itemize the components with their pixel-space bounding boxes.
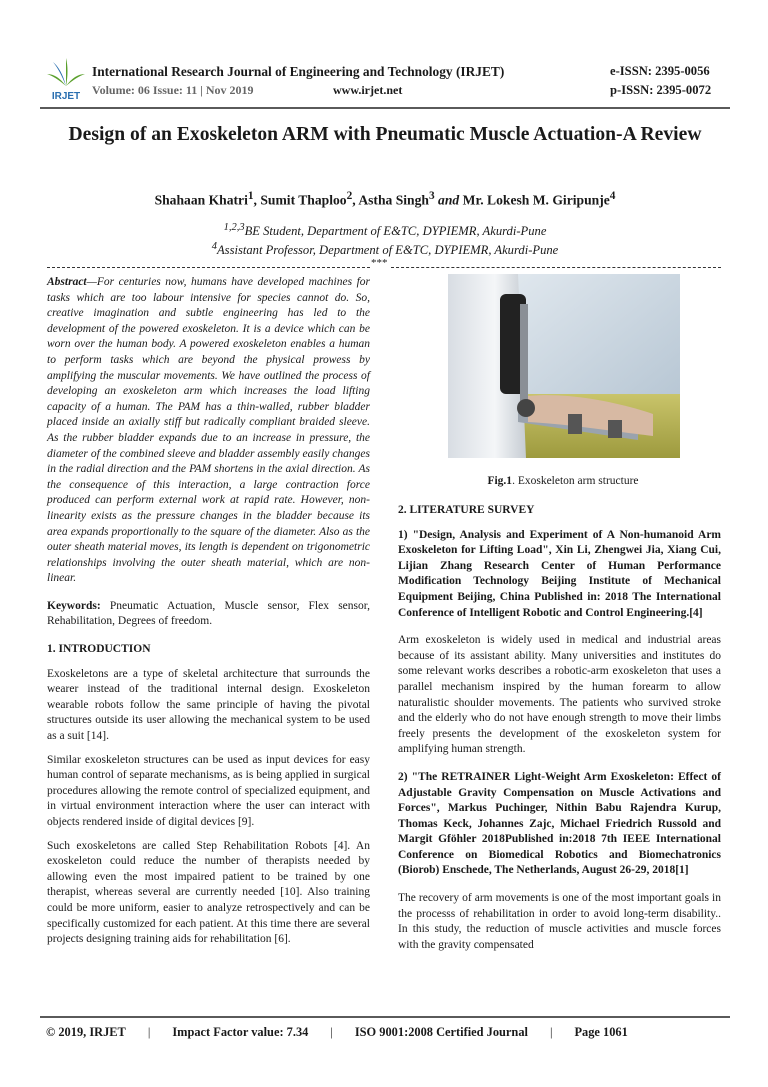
intro-paragraph: Similar exoskeleton structures can be used as input devices for easy human control of separate mechanisms, as is being applied in surgical procedures allowing the remote control of specialized equipment, and in virtual environment interaction where the user can interact with objects rendered inside of digital devices [9]. [47,753,370,828]
author-sup: 2 [346,190,353,202]
page-footer: © 2019, IRJET | Impact Factor value: 7.34 | ISO 9001:2008 Certified Journal | Page 1061 [46,1025,628,1039]
abstract-label: Abstract [47,276,87,288]
keywords [47,599,370,630]
author-name: Sumit Thaploo [260,192,347,208]
abstract: Abstract—For centuries now, humans have developed machines for tasks which are too labour intensive for species cannot do. So, creative imagination and subtle engineering has led to the development of the powered exoskeleton. It is a device which can be worn over the human body. A powered exoskeleton enables a human to perform tasks which are beyond the physical prowess by amplifying the muscular movements. We have outlined the process of developing an exoskeleton arm which increases the load lifting capacity of a human. The PAM has a thin-walled, rubber bladder placed inside an axially stiff but radically compliant braided sleeve. As the rubber bladder expands due to an increase in pressure, the diameter of the combined sleeve and bladder assembly easily changes in the radial direction and the PAM shortens in the axial direction. As the consequence of this interaction, a large contraction force produced can perform external work at rapid rate. However, non-linearity exists as the pressure changes in the bladder because its area expands proportionally to the square of the diameter. Also as the outer sheath material moves, its length is dependent on trigonometric relationships involving the outer sheath material, which are non-linear. [47,276,370,585]
logo-leaves-icon [47,58,85,86]
author-list: Shahaan Khatri$^1$, Sumit Thaploo$^2$, Astha Singh$^3$ and Mr. Lokesh M. Giripunje$^4$ [154,190,616,208]
author-name: Shahaan Khatri [154,192,248,208]
journal-website[interactable]: www.irjet.net [333,83,403,97]
e-issn: e-ISSN: 2395-0056 [610,64,710,78]
reference-1: 1) "Design, Analysis and Experiment of A Non-humanoid Arm Exoskeleton for Lifting Load", Xin Li, Zhengwei Jia, Xiang Cui, Lijian Zhang Research Center of Human Performance Modification Technology Beijing Institute of Mechanical Equipment Beijing, China Published in: 2018 The International Conference of Intelligent Robotic and Control Engineering.[4] [398,528,721,619]
volume-issue: Volume: 06 Issue: 11 | Nov 2019 [92,83,254,97]
section-heading-introduction: 1. INTRODUCTION [47,643,151,656]
exoskeleton-figure [448,274,680,458]
separator-dashes-right [391,267,721,268]
exoskeleton-arm-photo [448,274,680,458]
journal-name: International Research Journal of Engineering and Technology (IRJET) [92,64,505,79]
left-column [47,275,370,956]
figure-caption: Fig.1. Exoskeleton arm structure [487,475,639,487]
right-column [398,503,721,961]
intro-paragraph: Exoskeletons are a type of skeletal architecture that surrounds the wearer instead of the traditional internal design. Exoskeleton wearable robots follow the same principle of having the pivotal structures outside its user allowing the mechanical system to be used as a suit [14]. [47,667,370,743]
author-name: Mr. Lokesh M. Giripunje [462,192,610,208]
section-heading-literature: 2. LITERATURE SURVEY [398,504,535,516]
footer-divider [40,1016,730,1018]
affiliation-students: $^{1,2,3}$BE Student, Department of E&TC, DYPIEMR, Akurdi-Pune [223,222,547,239]
p-issn: p-ISSN: 2395-0072 [610,83,712,97]
intro-paragraph: Such exoskeletons are called Step Rehabilitation Robots [4]. An exoskeleton could reduce the number of therapists needed by allowing even the most impaired patient to be trained by one therapist, whereas several are currently needed [10]. Also training could be more uniform, easier to analyze retrospectively and can be specifically customized for each patient. At this time there are several projects designing training aids for rehabilitation [6]. [47,839,370,946]
author-sup: 1 [247,190,254,202]
reference-2: 2) "The RETRAINER Light-Weight Arm Exoskeleton: Effect of Adjustable Gravity Compensation on Muscle Activations and Forces", Markus Puchinger, Nithin Babu Rajendra Kurup, Thomas Keck, Johannes Zajc, Michael Friedrich Russold and Margit Gföhler 2018Published in:2018 7th IEEE International Conference on Biomedical Robotics and Biomechatronics (Biorob) Enschede, The Netherlands, August 26-29, 2018[1] [398,770,721,877]
frame-upper [520,304,528,414]
footer-page-number: Page 1061 [574,1025,628,1039]
elbow-joint [517,399,535,417]
author-sup: 4 [609,190,616,202]
keywords-text: Pneumatic Actuation, Muscle sensor, Flex sensor, Rehabilitation, Degrees of freedom. [47,599,370,628]
footer-impact-factor: Impact Factor value: 7.34 [172,1025,309,1039]
logo-text: IRJET [51,91,81,102]
header-divider [40,107,730,109]
footer-copyright: © 2019, IRJET [46,1025,126,1039]
keywords-label: Keywords: [47,599,101,612]
literature-paragraph: The recovery of arm movements is one of the most important goals in the processs of rehabilitation in order to avoid long-term disability.. In this study, the reduction of muscle activities and muscle forces with the gravity compensated [398,892,721,951]
abstract-text: For centuries now, humans have developed machines for tasks which are too labour intensive for species cannot do. So, creative imagination and subtle engineering has led to the development of the powered exoskeleton. It is a device which can be worn over the human body. A powered exoskeleton enables a human to perform tasks which are beyond the physical prowess by amplifying the muscular movements. We have outlined the process of developing an exoskeleton arm which increases the load lifting capacity of a human. The PAM has a thin-walled, rubber bladder placed inside an axially stiff but radically compliant braided sleeve. As the rubber bladder expands due to an increase in pressure, the diameter of the combined sleeve and bladder assembly easily changes in the radial direction and the PAM shortens in the axial direction. As the consequence of this interaction, a large contraction force produced can perform external work at rapid rate. However, non-linearity exists as the pressure changes in the bladder because its area expands proportionally to the square of the diameter. Also as the outer sheath material moves, its length is dependent on trigonometric relationships involving the outer sheath material, which are non-linear. [47,276,370,585]
affiliation-professor: $^4$Assistant Professor, Department of E&TC, DYPIEMR, Akurdi-Pune [211,241,559,258]
separator-dashes-left [47,267,370,268]
journal-logo [44,56,88,102]
footer-iso: ISO 9001:2008 Certified Journal [354,1025,528,1039]
author-name: Astha Singh [358,192,429,208]
author-sup: 3 [428,190,435,202]
literature-paragraph: Arm exoskeleton is widely used in medical and industrial areas because of its assistant ability. Many universities and institutes do some relevant works describes a robotic-arm exoskeleton that uses a parallel mechanism inspired by the human forearm to allow naturalistic shoulder movements. The patients who survived stroke and the elderly who do not have enough strength to move their limbs freely presents the development of the exoskeleton system for amplifying human strength. [398,634,721,756]
paper-title: Design of an Exoskeleton ARM with Pneumatic Muscle Actuation-A Review [68,124,702,145]
separator-stars: *** [371,257,388,269]
